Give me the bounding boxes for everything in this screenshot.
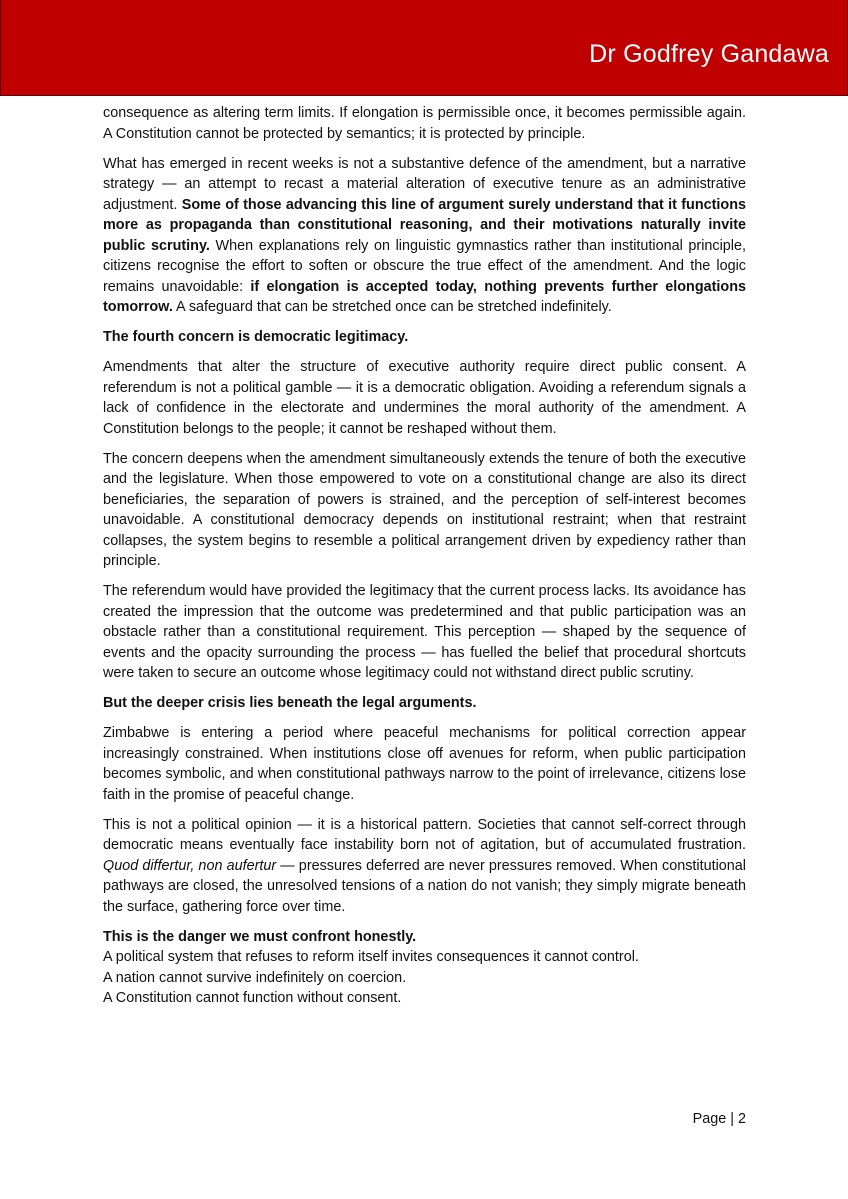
- paragraph-2-bold-2: if elongation is accepted today, nothing prevents further elongations tomorrow.: [103, 278, 746, 315]
- paragraph-4: The concern deepens when the amendment simultaneously extends the tenure of both the executive and the legislature. When those empowered to vote on a constitutional change are also its direct beneficiaries, the separation of powers is strained, and the perception of self-interest becomes unavoidable. A constitutional democracy depends on institutional restraint; when that restraint collapses, the system begins to resemble a political arrangement driven by expediency rather than principle.: [103, 450, 746, 569]
- header-band: [0, 0, 848, 96]
- paragraph-3: Amendments that alter the structure of executive authority require direct public consent. A referendum is not a political gamble — it is a democratic obligation. Avoiding a referendum signals a lack of confidence in the electorate and undermines the moral authority of the amendment. A Constitution belongs to the people; it cannot be reshaped without them.: [103, 359, 746, 437]
- paragraph-6: Zimbabwe is entering a period where peaceful mechanisms for political correction appear increasingly constrained. When institutions close off avenues for reform, when public participation becomes symbolic, and when constitutional pathways narrow to the point of irrelevance, citizens lose faith in the promise of peaceful change.: [103, 725, 746, 803]
- paragraph-2-bold-1: Some of those advancing this line of argument surely understand that it functions more as propaganda than constitutional reasoning, and their motivations naturally invite public scrutiny.: [103, 196, 747, 254]
- heading-fourth-concern: The fourth concern is democratic legitimacy.: [103, 329, 409, 345]
- paragraph-7: [103, 815, 746, 918]
- paragraph-2-sentence-1: What has emerged in recent weeks is not a substantive defence of the amendment, but a narrative strategy — an attempt to recast a material alteration of executive tenure as an administrative adjustment.: [103, 155, 746, 213]
- paragraph-2-sentence-3: When explanations rely on linguistic gymnastics rather than institutional principle, citizens recognise the effort to soften or obscure the true effect of the amendment. And the logic remains unavoidable:: [103, 237, 747, 295]
- paragraph-2-sentence-5: A safeguard that can be stretched once can be stretched indefinitely.: [176, 299, 612, 315]
- closing-line-2: A nation cannot survive indefinitely on coercion.: [103, 969, 407, 986]
- paragraph-7-sentence-2: — pressures deferred are never pressures removed. When constitutional pathways are closed, the unresolved tensions of a nation do not vanish; they simply migrate beneath the surface, gathering force over time.: [103, 857, 747, 915]
- heading-deeper-crisis: But the deeper crisis lies beneath the legal arguments.: [103, 695, 477, 711]
- author-name: Dr Godfrey Gandawa: [589, 40, 829, 68]
- paragraph-5: The referendum would have provided the legitimacy that the current process lacks. Its avoidance has created the impression that the outcome was predetermined and that public participation was an obstacle rather than a constitutional requirement. This perception — shaped by the sequence of events and the opacity surrounding the process — has fuelled the belief that procedural shortcuts were taken to secure an outcome whose legitimacy could not withstand direct public scrutiny.: [103, 583, 746, 681]
- page-number: Page | 2: [692, 1111, 746, 1127]
- latin-phrase: Quod differtur, non aufertur: [103, 857, 277, 874]
- document-body: [103, 103, 746, 1009]
- paragraph-1: consequence as altering term limits. If elongation is permissible once, it becomes permissible again. A Constitution cannot be protected by semantics; it is protected by principle.: [103, 105, 746, 142]
- heading-danger: This is the danger we must confront honestly.: [103, 928, 417, 945]
- paragraph-2: [103, 154, 746, 318]
- closing-line-3: A Constitution cannot function without consent.: [103, 990, 402, 1006]
- paragraph-7-sentence-1: This is not a political opinion — it is a historical pattern. Societies that cannot self-correct through democratic means eventually face instability born not of agitation, but of accumulated frustration.: [103, 816, 746, 853]
- closing-line-1: A political system that refuses to reform itself invites consequences it cannot control.: [103, 949, 639, 965]
